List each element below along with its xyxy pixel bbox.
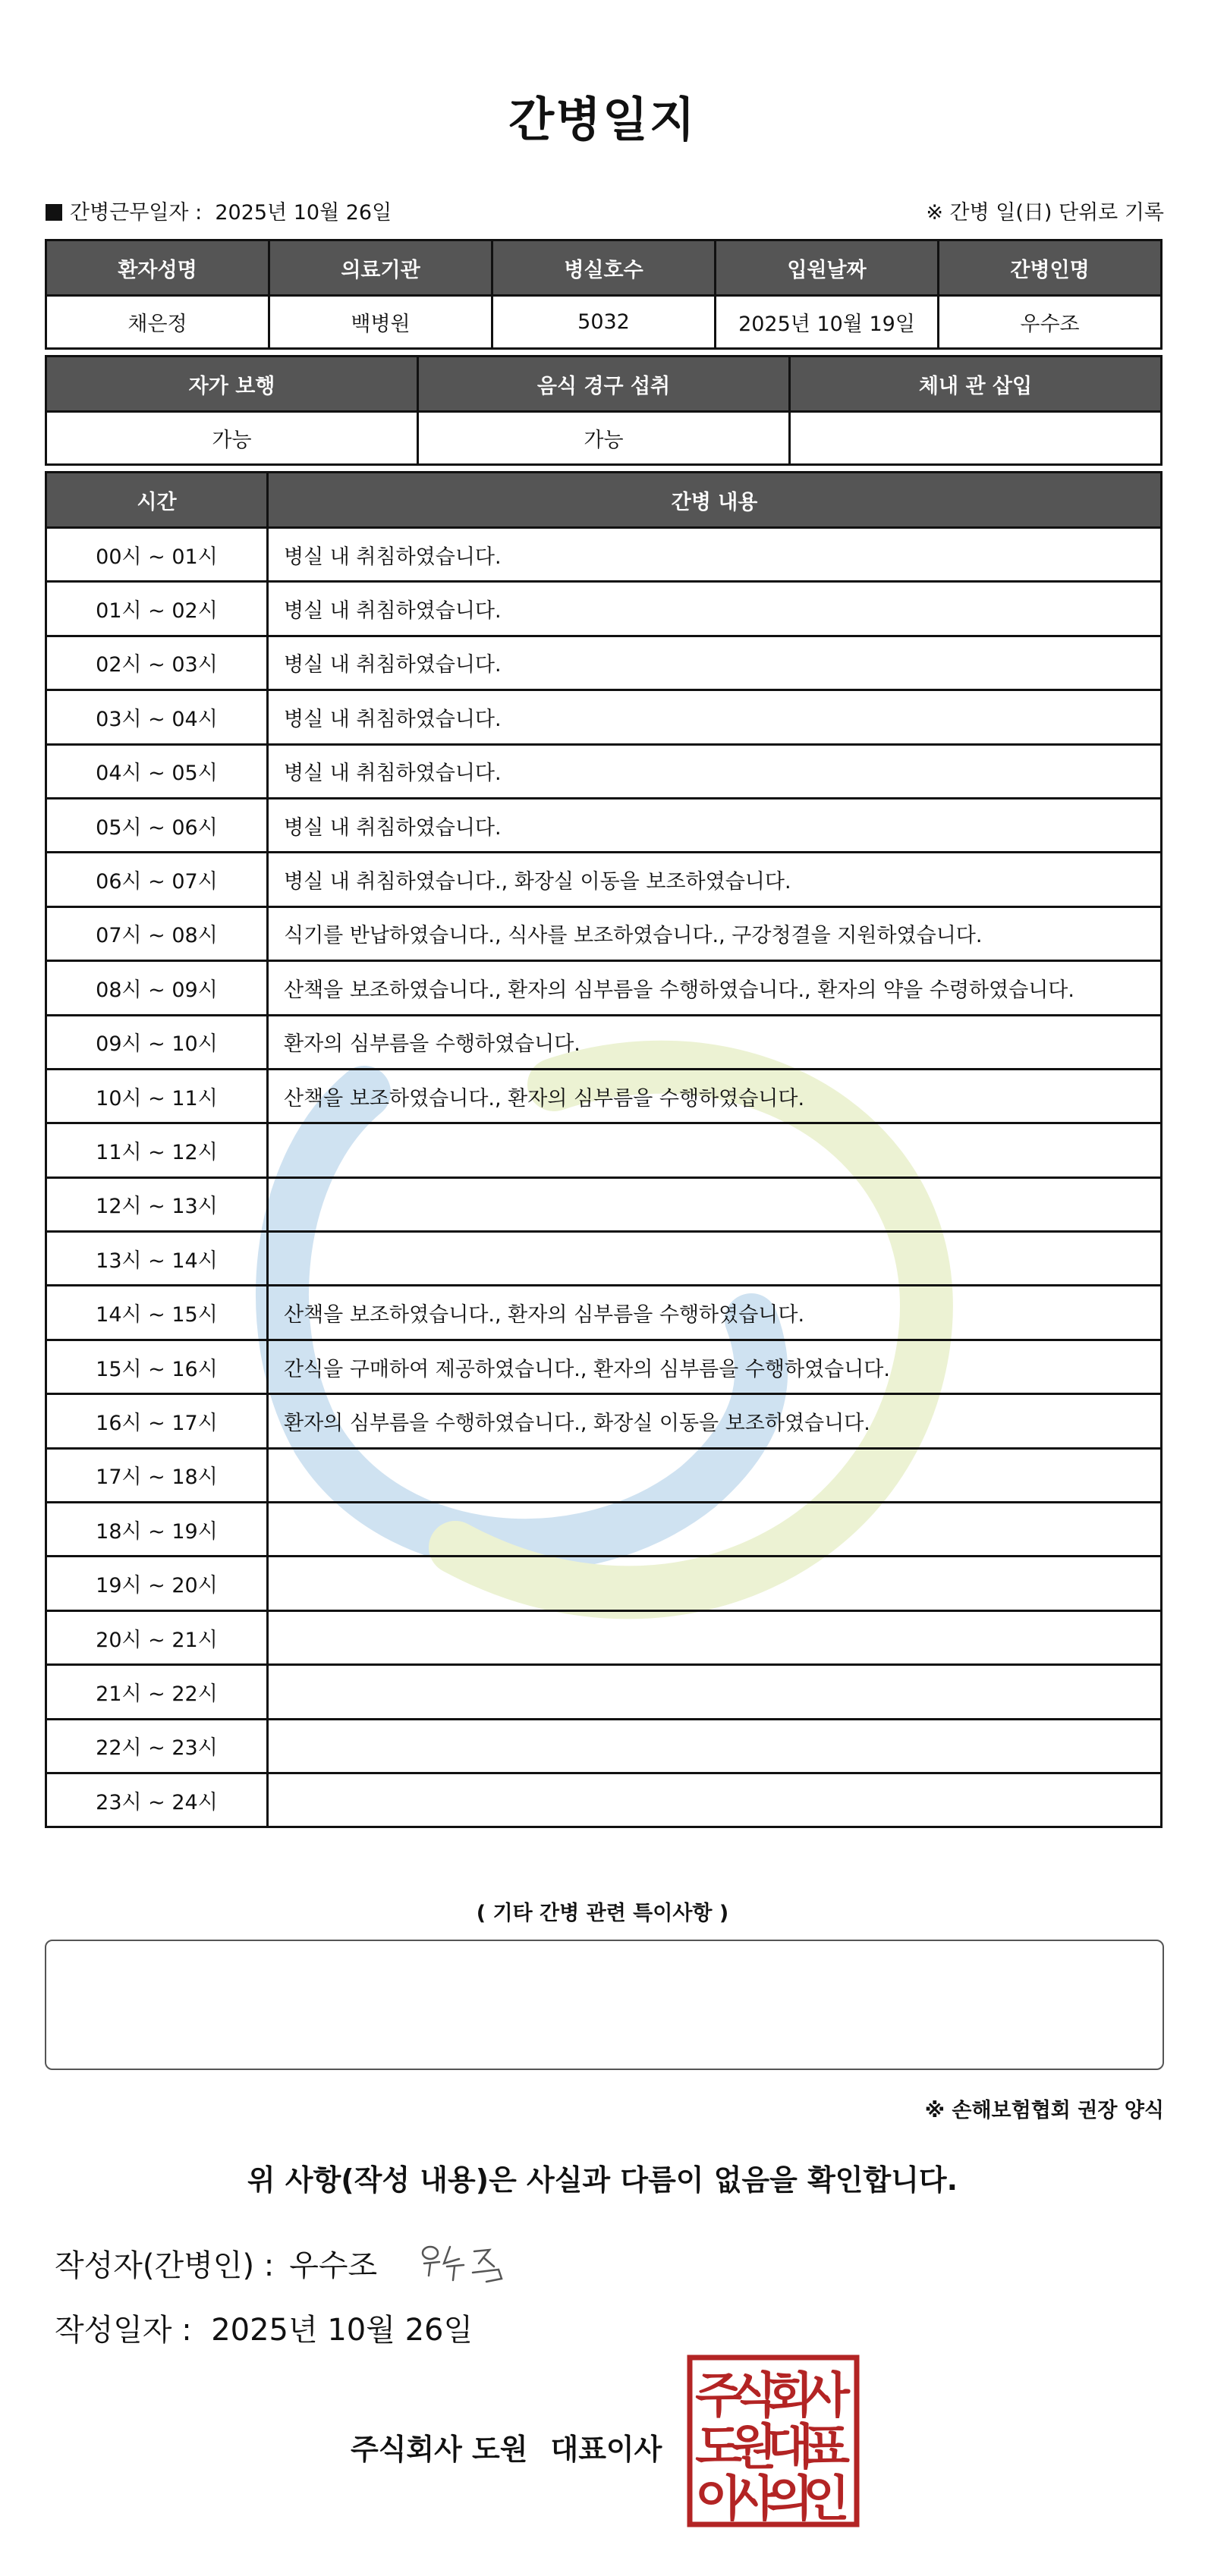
time-slot-cell: 14시 ~ 15시	[46, 1286, 268, 1340]
svg-text:도: 도	[695, 2420, 742, 2476]
time-slot-cell: 20시 ~ 21시	[46, 1610, 268, 1664]
special-notes-title: ( 기타 간병 관련 특이사항 )	[476, 1902, 729, 1925]
care-content-cell	[268, 1773, 1162, 1827]
confirmation-statement: 위 사항(작성 내용)은 사실과 다름이 없음을 확인합니다.	[247, 2163, 958, 2197]
writer-name: 우수조	[289, 2248, 378, 2283]
time-slot-cell: 13시 ~ 14시	[46, 1232, 268, 1286]
write-date-line	[55, 2306, 473, 2349]
table-row	[46, 1448, 1162, 1502]
table-row	[46, 1719, 1162, 1773]
care-content-cell: 산책을 보조하였습니다., 환자의 심부름을 수행하였습니다.	[268, 1286, 1162, 1340]
patient-name-cell: 채은정	[46, 296, 269, 349]
time-slot-cell: 18시 ~ 19시	[46, 1503, 268, 1557]
care-content-cell: 병실 내 취침하였습니다.	[268, 636, 1162, 690]
care-content-cell: 병실 내 취침하였습니다.	[268, 798, 1162, 852]
handwritten-signature	[414, 2236, 527, 2289]
time-slot-cell: 05시 ~ 06시	[46, 798, 268, 852]
care-content-cell: 산책을 보조하였습니다., 환자의 심부름을 수행하였습니다., 환자의 약을 수령하였습니다.	[268, 961, 1162, 1015]
table-row	[46, 528, 1162, 582]
time-slot-cell: 02시 ~ 03시	[46, 636, 268, 690]
time-slot-cell: 09시 ~ 10시	[46, 1015, 268, 1069]
svg-text:사: 사	[803, 2368, 850, 2424]
table-row	[46, 1610, 1162, 1664]
header-admission-date: 입원날짜	[716, 240, 939, 296]
work-date-line	[46, 196, 392, 225]
company-line	[351, 2426, 662, 2468]
company-seal-stamp	[687, 2355, 860, 2527]
care-content-cell	[268, 1448, 1162, 1502]
table-row	[46, 1069, 1162, 1123]
time-slot-cell: 06시 ~ 07시	[46, 853, 268, 906]
table-row	[46, 961, 1162, 1015]
care-content-cell	[268, 1232, 1162, 1286]
self-walking-cell: 가능	[46, 412, 418, 465]
header-tube-insertion: 체내 관 삽입	[790, 357, 1162, 412]
table-row	[46, 798, 1162, 852]
table-row	[46, 906, 1162, 960]
svg-text:표: 표	[803, 2420, 850, 2476]
table-row	[46, 1773, 1162, 1827]
header-oral-intake: 음식 경구 섭취	[418, 357, 790, 412]
care-content-cell	[268, 1177, 1162, 1231]
time-slot-cell: 12시 ~ 13시	[46, 1177, 268, 1231]
care-content-cell	[268, 1719, 1162, 1773]
time-slot-cell: 01시 ~ 02시	[46, 582, 268, 636]
care-content-cell: 간식을 구매하여 제공하였습니다., 환자의 심부름을 수행하였습니다.	[268, 1340, 1162, 1393]
time-slot-cell: 23시 ~ 24시	[46, 1773, 268, 1827]
recommend-note: ※ 손해보험협회 권장 양식	[924, 2099, 1164, 2122]
time-slot-cell: 22시 ~ 23시	[46, 1719, 268, 1773]
table-row	[46, 744, 1162, 798]
time-slot-cell: 07시 ~ 08시	[46, 906, 268, 960]
company-name: 주식회사 도원	[351, 2433, 528, 2466]
representative-title: 대표이사	[550, 2433, 662, 2466]
work-date-label: 간병근무일자 :	[70, 201, 203, 225]
table-row	[46, 636, 1162, 690]
care-content-cell	[268, 1557, 1162, 1610]
time-slot-cell: 03시 ~ 04시	[46, 690, 268, 744]
square-bullet-icon	[46, 204, 62, 221]
svg-text:주: 주	[695, 2368, 742, 2424]
patient-info-table	[45, 239, 1163, 350]
svg-text:식: 식	[730, 2368, 777, 2424]
header-self-walking: 자가 보행	[46, 357, 418, 412]
care-content-cell: 환자의 심부름을 수행하였습니다., 화장실 이동을 보조하였습니다.	[268, 1394, 1162, 1448]
admission-date-cell: 2025년 10월 19일	[716, 296, 939, 349]
svg-text:사: 사	[730, 2471, 777, 2527]
write-date-value: 2025년 10월 26일	[211, 2313, 474, 2348]
table-row	[46, 1015, 1162, 1069]
care-content-cell: 병실 내 취침하였습니다., 화장실 이동을 보조하였습니다.	[268, 853, 1162, 906]
page-title: 간병일지	[508, 92, 697, 147]
table-row	[46, 1557, 1162, 1610]
time-slot-cell: 21시 ~ 22시	[46, 1665, 268, 1719]
tube-insertion-cell	[790, 412, 1162, 465]
header-room-number: 병실호수	[492, 240, 716, 296]
svg-text:회: 회	[766, 2368, 813, 2424]
care-content-cell	[268, 1123, 1162, 1177]
table-row	[46, 1394, 1162, 1448]
header-care-content: 간병 내용	[268, 473, 1162, 528]
svg-text:이: 이	[695, 2471, 742, 2527]
time-slot-cell: 19시 ~ 20시	[46, 1557, 268, 1610]
work-date-value: 2025년 10월 26일	[215, 201, 392, 225]
care-content-cell	[268, 1610, 1162, 1664]
svg-text:인: 인	[803, 2471, 850, 2527]
time-slot-cell: 11시 ~ 12시	[46, 1123, 268, 1177]
time-slot-cell: 16시 ~ 17시	[46, 1394, 268, 1448]
writer-line	[55, 2241, 377, 2285]
header-time: 시간	[46, 473, 268, 528]
time-slot-cell: 04시 ~ 05시	[46, 744, 268, 798]
care-content-cell: 병실 내 취침하였습니다.	[268, 744, 1162, 798]
table-row	[46, 690, 1162, 744]
writer-label: 작성자(간병인) :	[55, 2248, 275, 2283]
svg-text:대: 대	[766, 2420, 813, 2476]
care-content-cell: 식기를 반납하였습니다., 식사를 보조하였습니다., 구강청결을 지원하였습니다.	[268, 906, 1162, 960]
table-row	[46, 1503, 1162, 1557]
table-row	[46, 1232, 1162, 1286]
room-number-cell: 5032	[492, 296, 716, 349]
table-row	[46, 853, 1162, 906]
caregiver-name-cell: 우수조	[939, 296, 1162, 349]
care-content-cell: 환자의 심부름을 수행하였습니다.	[268, 1015, 1162, 1069]
hospital-cell: 백병원	[269, 296, 492, 349]
time-slot-cell: 00시 ~ 01시	[46, 528, 268, 582]
patient-status-table	[45, 355, 1163, 466]
special-notes-box	[45, 1940, 1164, 2070]
care-content-cell	[268, 1503, 1162, 1557]
svg-text:원: 원	[730, 2420, 777, 2476]
care-content-cell: 병실 내 취침하였습니다.	[268, 528, 1162, 582]
table-row	[46, 1665, 1162, 1719]
time-slot-cell: 10시 ~ 11시	[46, 1069, 268, 1123]
time-slot-cell: 08시 ~ 09시	[46, 961, 268, 1015]
care-content-cell: 병실 내 취침하였습니다.	[268, 582, 1162, 636]
table-row	[46, 1286, 1162, 1340]
time-slot-cell: 15시 ~ 16시	[46, 1340, 268, 1393]
care-content-cell: 병실 내 취침하였습니다.	[268, 690, 1162, 744]
care-content-cell: 산책을 보조하였습니다., 환자의 심부름을 수행하였습니다.	[268, 1069, 1162, 1123]
table-row	[46, 1340, 1162, 1393]
write-date-label: 작성일자 :	[55, 2313, 192, 2348]
header-hospital: 의료기관	[269, 240, 492, 296]
table-row	[46, 582, 1162, 636]
table-row	[46, 1177, 1162, 1231]
oral-intake-cell: 가능	[418, 412, 790, 465]
unit-note: ※ 간병 일(日) 단위로 기록	[926, 201, 1164, 225]
svg-text:의: 의	[766, 2471, 813, 2527]
time-slot-cell: 17시 ~ 18시	[46, 1448, 268, 1502]
header-caregiver-name: 간병인명	[939, 240, 1162, 296]
table-row	[46, 1123, 1162, 1177]
header-patient-name: 환자성명	[46, 240, 269, 296]
care-log-table	[45, 471, 1163, 1828]
care-content-cell	[268, 1665, 1162, 1719]
